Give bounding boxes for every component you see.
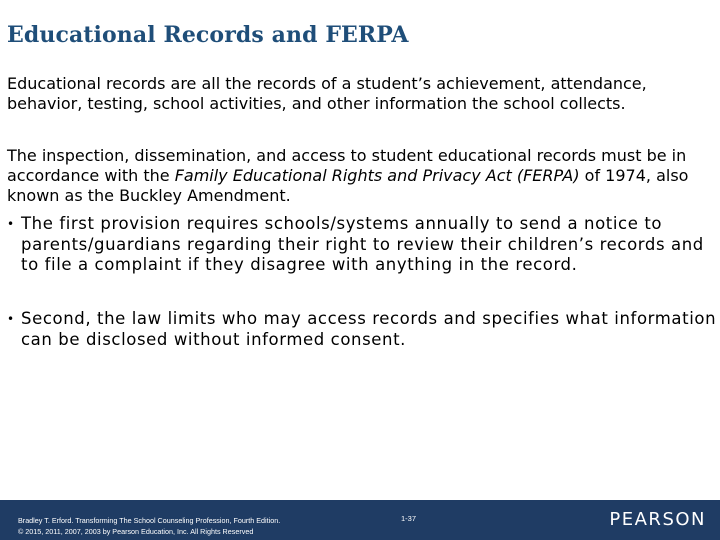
act-name: Family Educational Rights and Privacy Act (FERPA) xyxy=(174,166,580,185)
bullet-text: Second, the law limits who may access records and specifies what information can be disclosed without informed consent. xyxy=(21,309,717,349)
pearson-logo: PEARSON xyxy=(609,509,706,530)
ferpa-paragraph-start: The inspection, dissemination, and access to student educational records must be in accordance with the xyxy=(7,146,687,185)
intro-paragraph: Educational records are all the records of a student’s achievement, attendance, behavior, testing, school activities, and other information the school collects. xyxy=(7,74,647,113)
ferpa-paragraph-end: of 1974, also known as the Buckley Amendment. xyxy=(7,166,689,205)
page-number: 1-37 xyxy=(401,514,417,523)
slide-title: Educational Records and FERPA xyxy=(7,22,409,48)
bullet-text: The first provision requires schools/systems annually to send a notice to parents/guardians regarding their right to review their children’s records and to file a complaint if they disagree with anything in the record. xyxy=(21,214,704,274)
bullet-marker: • xyxy=(7,217,15,231)
footer-credit-line-2: © 2015, 2011, 2007, 2003 by Pearson Education, Inc. All Rights Reserved xyxy=(18,527,254,536)
ferpa-paragraph xyxy=(7,146,707,206)
bullet-item-first-provision xyxy=(7,214,717,276)
bullet-item-second-provision xyxy=(7,309,717,350)
bullet-marker: • xyxy=(7,312,15,326)
footer-credit-line-1: Bradley T. Erford. Transforming The School Counseling Profession, Fourth Edition. xyxy=(18,516,281,525)
footer-credit xyxy=(18,515,280,537)
